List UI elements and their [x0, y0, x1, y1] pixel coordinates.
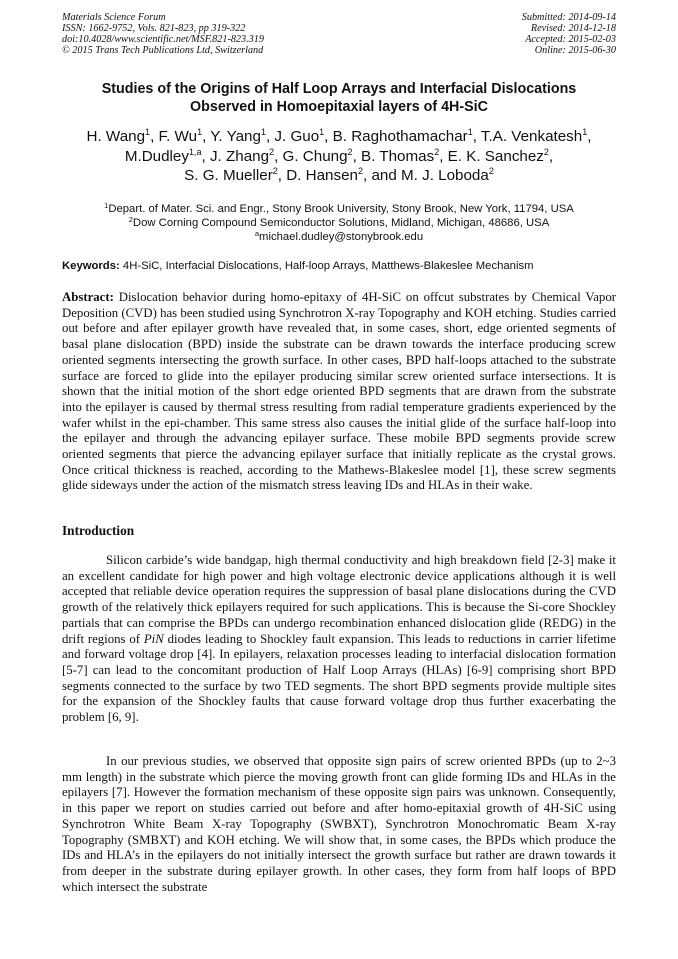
- revised-date: Revised: 2014-12-18: [530, 23, 616, 35]
- journal-name: Materials Science Forum: [62, 12, 166, 23]
- issn-line: ISSN: 1662-9752, Vols. 821-823, pp 319-322: [62, 23, 246, 35]
- author: T.A. Venkatesh: [480, 128, 583, 145]
- author: B. Thomas: [361, 147, 435, 165]
- author: H. Wang: [86, 128, 146, 145]
- author-line-3: S. G. Mueller$^2$, D. Hansen$^2$, and M. J. Loboda$^2$: [184, 166, 494, 184]
- section-heading: Introduction: [62, 523, 135, 538]
- keywords: [62, 259, 618, 273]
- author-line-2: M.Dudley$^{1,a}$, J. Zhang$^2$, G. Chung$^2$, B. Thomas$^2$, E. K. Sanchez$^2$,: [124, 146, 554, 165]
- author: J. Zhang: [209, 147, 270, 165]
- keywords-text: 4H-SiC, Interfacial Dislocations, Half-loop Arrays, Matthews-Blakeslee Mechanism: [122, 260, 534, 272]
- title-line-2: Observed in Homoepitaxial layers of 4H-SiC: [190, 99, 488, 115]
- author: G. Chung: [282, 147, 348, 165]
- affiliation-2: $^2$Dow Corning Compound Semiconductor Solutions, Midland, Michigan, 48686, USA: [128, 215, 550, 230]
- online-date: Online: 2015-06-30: [534, 45, 616, 57]
- author: Y. Yang: [210, 128, 261, 145]
- copyright-line: © 2015 Trans Tech Publications Ltd, Switzerland: [62, 45, 264, 57]
- title-line-1: Studies of the Origins of Half Loop Arrays and Interfacial Dislocations: [101, 81, 577, 97]
- author: M. J. Loboda: [401, 167, 489, 184]
- submitted-date: Submitted: 2014-09-14: [521, 12, 616, 23]
- author: E. K. Sanchez: [447, 147, 544, 165]
- intro-paragraph-2: In our previous studies, we observed that opposite sign pairs of screw oriented BPDs (up to 2~3 mm length) in the substrate which pierce the moving growth front can glide forming IDs and HLAs in the epilayers [7]. However the formation mechanism of these opposite sign pairs was unknown. Consequently, in this paper we report on studies carried out before and after homo-epitaxial growth of 4H-SiC using Synchrotron White Beam X-ray Topography (SWBXT), Synchrotron Monochromatic Beam X-ray Topography (SMBXT) and KOH etching. We will show that, in some cases, the BPDs which produce the IDs and HLA’s in the epilayers do not initially intersect the growth surface but rather are drawn towards it from deeper in the substrate during epilayer growth. In other cases, they form from half loops of BPD which intersect the substrate: [62, 754, 616, 894]
- author: M.Dudley: [124, 147, 189, 165]
- affiliations: [40, 202, 638, 245]
- affiliation-1: $^1$Depart. of Mater. Sci. and Engr., Stony Brook University, Stony Brook, New York, 11794, USA: [104, 201, 574, 215]
- abstract-label: Abstract:: [62, 290, 114, 304]
- author: J. Guo: [274, 128, 320, 145]
- author: B. Raghothamachar: [332, 128, 468, 145]
- paper-title: [40, 80, 638, 116]
- corresponding-email: $^a$michael.dudley@stonybrook.edu: [254, 229, 424, 244]
- journal-info: [62, 12, 264, 56]
- accepted-date: Accepted: 2015-02-03: [525, 34, 616, 46]
- author-line-1: H. Wang$^1$, F. Wu$^1$, Y. Yang$^1$, J. Guo$^1$, B. Raghothamachar$^1$, T.A. Venkatesh$^1$,: [86, 127, 592, 145]
- intro-paragraph-1: Silicon carbide’s wide bandgap, high thermal conductivity and high breakdown field [2-3] make it an excellent candidate for high power and high voltage electronic device applications although it is well accepted that reliable device operation requires the suppression of basal plane dislocations during the CVD growth of the relatively thick epilayers required for such applications. This is because the Si-core Shockley partials that can comprise the BPDs can undergo recombination enhanced dislocation glide (REDG) in the drift regions of PiN diodes leading to Shockley fault expansion. This leads to reductions in carrier lifetime and forward voltage drop [4]. In epilayers, relaxation processes leading to interfacial dislocation formation [5-7] can lead to the concomitant production of Half Loop Arrays (HLAs) [6-9] comprising short BPD segments connected to the surface by two TED segments. The short BPD segments provide multiple sites for the expansion of the Shockley faults that cause forward voltage drop thus further exacerbating the problem [6, 9].: [62, 553, 616, 725]
- doi-line: doi:10.4028/www.scientific.net/MSF.821-823.319: [62, 34, 264, 46]
- author: F. Wu: [158, 128, 198, 145]
- abstract-text: Dislocation behavior during homo-epitaxy of 4H-SiC on offcut substrates by Chemical Vapor Deposition (CVD) has been studied using Synchrotron X-ray Topography and KOH etching. Studies carried out before and after epilayer growth have revealed that, in some cases, short, edge oriented segments of basal plane dislocation (BPD) inside the substrate can be drawn towards the interface producing screw oriented segments intersecting the growth surface. In other cases, BPD half-loops attached to the substrate surface are forced to glide into the epilayer producing similar screw oriented surface intersections. It is shown that the initial motion of the short edge oriented BPD segments that are drawn from the substrate into the epilayer is caused by thermal stress resulting from radial temperature gradients experienced by the wafer whilst in the epi-chamber. This same stress also causes the initial glide of the surface half-loop into the epilayer and through the advancing epilayer surface. These mobile BPD segments provide screw oriented segments that pierce the advancing epilayer surface that initially replicate as the crystal grows. Once critical thickness is reached, according to the Mathews-Blakeslee model [1], these screw segments glide sideways under the action of the mismatch stress leaving IDs and HLAs in their wake.: [62, 290, 617, 493]
- abstract: [62, 290, 616, 494]
- author: S. G. Mueller: [184, 167, 273, 184]
- author-list: [40, 127, 638, 186]
- author: D. Hansen: [286, 167, 358, 184]
- publication-dates: [522, 12, 616, 56]
- keywords-label: Keywords:: [62, 260, 120, 272]
